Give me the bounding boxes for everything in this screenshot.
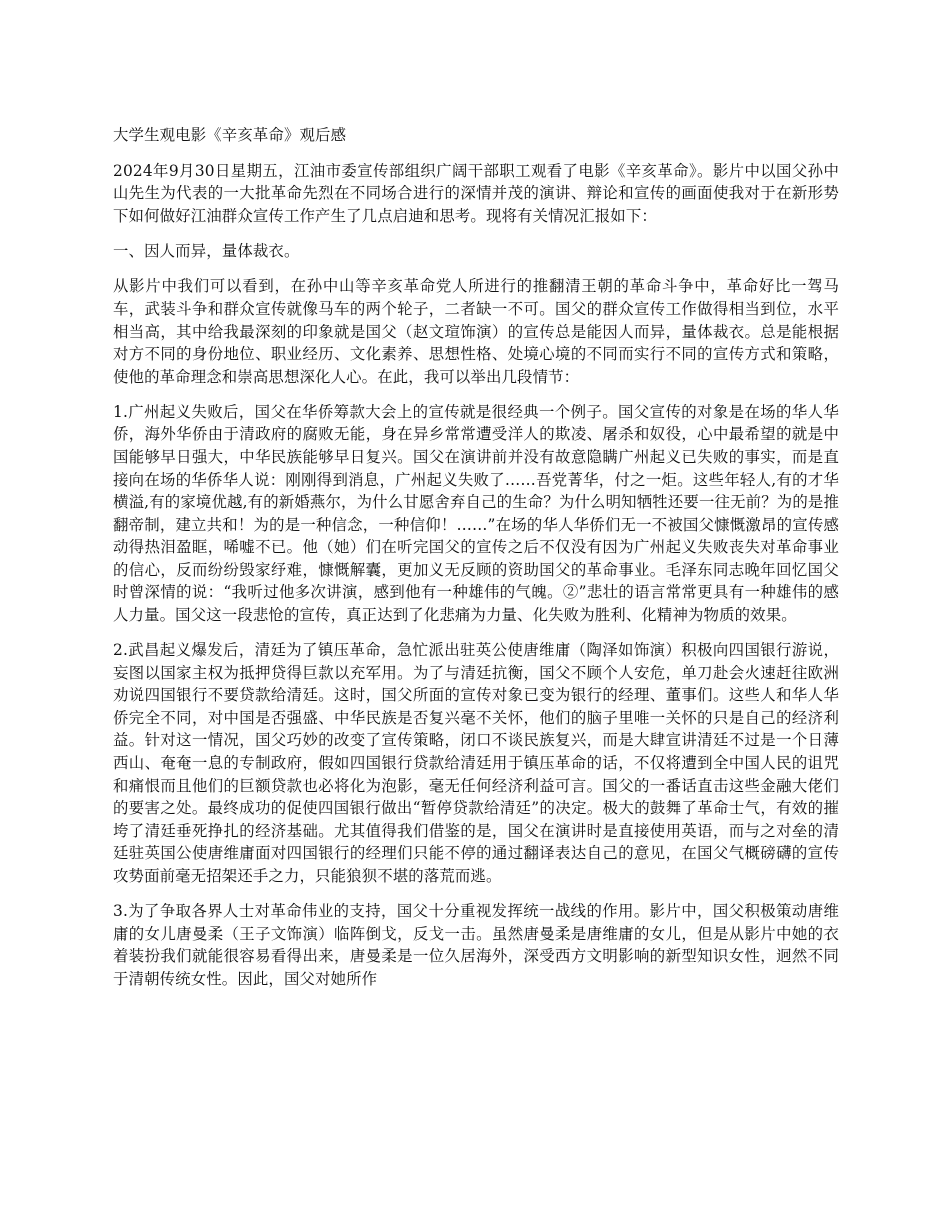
intro-paragraph: 2024年9月30日星期五，江油市委宣传部组织广阔干部职工观看了电影《辛亥革命》。影片中以国父孙中山先生为代表的一大批革命先烈在不同场合进行的深情并茂的演讲、辩论和宣传的画面使我对于在新形势下如何做好江油群众宣传工作产生了几点启迪和思考。现将有关情况汇报如下：: [113, 161, 839, 225]
example-paragraph-1: 1.广州起义失败后，国父在华侨筹款大会上的宣传就是很经典一个例子。国父宣传的对象是在场的华人华侨，海外华侨由于清政府的腐败无能，身在异乡常常遭受洋人的欺凌、屠杀和奴役，心中最希望的就是中国能够早日强大，中华民族能够早日复兴。国父在演讲前并没有故意隐瞒广州起义已失败的事实，而是直接向在场的华侨华人说：刚刚得到消息，广州起义失败了……吾党菁华，付之一炬。这些年轻人,有的才华横溢,有的家境优越,有的新婚燕尔，为什么甘愿舍弃自己的生命？为什么明知牺牲还要一往无前？为的是推翻帝制，建立共和！为的是一种信念，一种信仰！……”在场的华人华侨们无一不被国父慷慨激昂的宣传感动得热泪盈眶，唏嘘不已。他（她）们在听完国父的宣传之后不仅没有因为广州起义失败丧失对革命事业的信心，反而纷纷毁家纾难，慷慨解囊，更加义无反顾的资助国父的革命事业。毛泽东同志晚年回忆国父时曾深情的说：“我听过他多次讲演，感到他有一种雄伟的气魄。②”悲壮的语言常常更具有一种雄伟的感人力量。国父这一段悲怆的宣传，真正达到了化悲痛为力量、化失败为胜利、化精神为物质的效果。: [113, 402, 839, 625]
example-paragraph-3: 3.为了争取各界人士对革命伟业的支持，国父十分重视发挥统一战线的作用。影片中，国父积极策动唐维庸的女儿唐曼柔（王子文饰演）临阵倒戈，反戈一击。虽然唐曼柔是唐维庸的女儿，但是从影片中她的衣着装扮我们就能很容易看得出来，唐曼柔是一位久居海外，深受西方文明影响的新型知识女性，迥然不同于清朝传统女性。因此，国父对她所作: [113, 901, 839, 988]
section-body-paragraph: 从影片中我们可以看到，在孙中山等辛亥革命党人所进行的推翻清王朝的革命斗争中，革命好比一驾马车，武装斗争和群众宣传就像马车的两个轮子，二者缺一不可。国父的群众宣传工作做得相当到位，水平相当高，其中给我最深刻的印象就是国父（赵文瑄饰演）的宣传总是能因人而异，量体裁衣。总是能根据对方不同的身份地位、职业经历、文化素养、思想性格、处境心境的不同而实行不同的宣传方式和策略，使他的革命理念和崇高思想深化人心。在此，我可以举出几段情节：: [113, 277, 839, 386]
document-title: 大学生观电影《辛亥革命》观后感: [113, 126, 347, 144]
example-paragraph-2: 2.武昌起义爆发后，清廷为了镇压革命，急忙派出驻英公使唐维庸（陶泽如饰演）积极向四国银行游说，妄图以国家主权为抵押贷得巨款以充军用。为了与清廷抗衡，国父不顾个人安危，单刀赴会火速赶往欧洲劝说四国银行不要贷款给清廷。这时，国父所面的宣传对象已变为银行的经理、董事们。这些人和华人华侨完全不同，对中国是否强盛、中华民族是否复兴毫不关怀，他们的脑子里唯一关怀的只是自己的经济利益。针对这一情况，国父巧妙的改变了宣传策略，闭口不谈民族复兴，而是大肆宣讲清廷不过是一个日薄西山、奄奄一息的专制政府，假如四国银行贷款给清廷用于镇压革命的话，不仅将遭到全中国人民的诅咒和痛恨而且他们的巨额贷款也必将化为泡影，毫无任何经济利益可言。国父的一番话直击这些金融大佬们的要害之处。最终成功的促使四国银行做出“暂停贷款给清廷”的决定。极大的鼓舞了革命士气，有效的摧垮了清廷垂死挣扎的经济基础。尤其值得我们借鉴的是，国父在演讲时是直接使用英语，而与之对垒的清廷驻英国公使唐维庸面对四国银行的经理们只能不停的通过翻译表达自己的意见，在国父气概磅礴的宣传攻势面前毫无招架还手之力，只能狼狈不堪的落荒而逃。: [113, 641, 839, 885]
document-page: [113, 124, 839, 1003]
section-heading: 一、因人而异，量体裁衣。: [113, 241, 300, 260]
